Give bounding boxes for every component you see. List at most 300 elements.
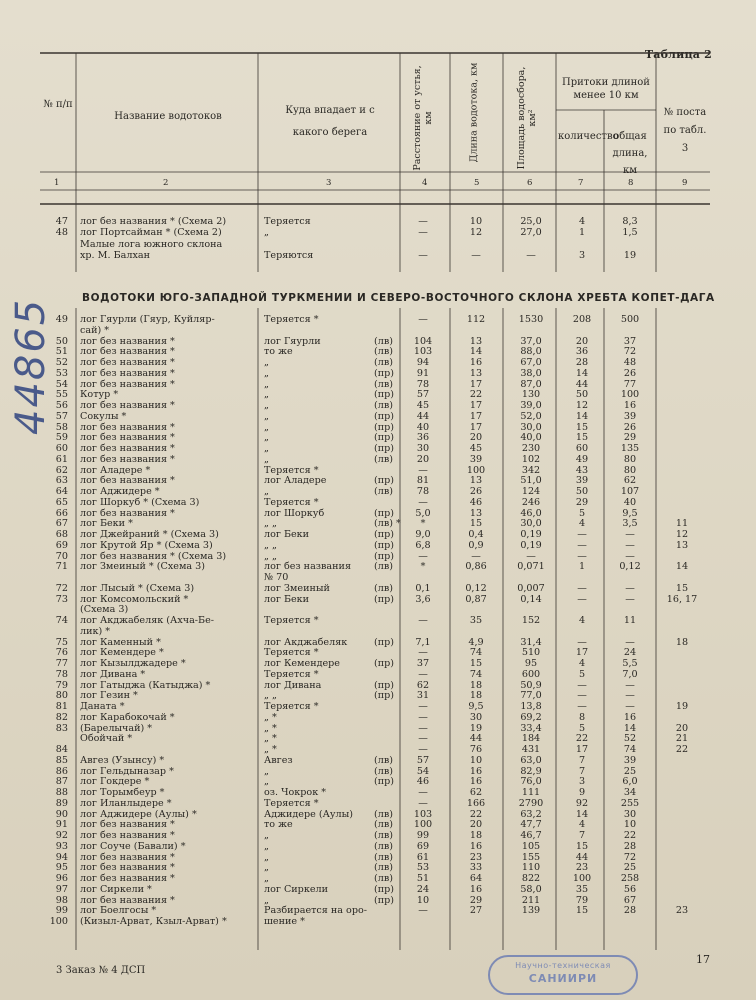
cell-length: 20 (469, 819, 483, 831)
cell-tributary-count: 5 (578, 722, 586, 734)
cell-row-number: 67 (55, 518, 68, 530)
cell-outflow-into: „ * (264, 722, 277, 734)
cell-tributary-length: 255 (620, 797, 640, 809)
cell-distance-from-mouth: — (418, 668, 428, 680)
cell-watercourse-name: лог Карабокочай * (80, 711, 175, 723)
cell-length: 0,4 (468, 529, 484, 540)
cell-row-number: 95 (55, 862, 68, 874)
header-tributaries: Притоки длиной менее 10 км (562, 77, 650, 101)
cell-tributary-count: 7 (578, 765, 586, 777)
cell-row-number: 90 (55, 808, 68, 820)
cell-bank-side: (лв) (374, 840, 393, 852)
column-number: 4 (422, 178, 428, 188)
column-number: 8 (628, 178, 634, 188)
cell-distance-from-mouth: — (418, 733, 428, 745)
cell-row-number: 80 (55, 690, 68, 702)
cell-length: 100 (466, 464, 486, 476)
cell-tributary-length: 30 (623, 808, 637, 820)
cell-length: 20 (469, 432, 483, 444)
cell-length: 46 (469, 496, 483, 508)
cell-distance-from-mouth: 45 (416, 400, 430, 411)
cell-length: 64 (469, 873, 483, 884)
cell-basin-area: 155 (521, 851, 541, 863)
cell-distance-from-mouth: 51 (416, 873, 430, 884)
cell-tributary-length: 6,0 (622, 776, 638, 788)
cell-row-number: 50 (55, 335, 68, 347)
cell-watercourse-name: лог Акджабеляк (Ахча-Бе- (80, 615, 214, 626)
cell-distance-from-mouth: * (420, 561, 426, 573)
cell-bank-side: (пр) (374, 776, 395, 788)
cell-watercourse-name: лог Иланлыдере * (80, 797, 172, 809)
cell-tributary-count: 44 (575, 378, 589, 390)
cell-watercourse-name: лог Комсомольский * (80, 593, 189, 605)
cell-post-number: 20 (675, 722, 689, 734)
cell-distance-from-mouth: 57 (416, 389, 430, 401)
cell-distance-from-mouth: 37 (416, 658, 430, 669)
cell-tributary-length: — (625, 679, 635, 691)
cell-watercourse-name: хр. М. Балхан (80, 249, 150, 261)
cell-watercourse-name: лог Соуче (Бавали) * (80, 840, 186, 852)
cell-basin-area: 95 (524, 658, 538, 669)
cell-tributary-length: 39 (623, 754, 637, 766)
cell-length: 30 (469, 711, 483, 723)
cell-tributary-length: — (625, 636, 635, 648)
cell-watercourse-name: лог без названия * (80, 894, 175, 906)
cell-post-number: 13 (675, 539, 689, 551)
cell-tributary-count: 8 (578, 711, 586, 723)
cell-distance-from-mouth: 99 (416, 830, 430, 841)
cell-distance-from-mouth: 53 (416, 862, 430, 874)
table-row (0, 216, 756, 228)
column-number: 6 (527, 178, 533, 188)
cell-outflow-into: „ (264, 443, 269, 454)
cell-tributary-count: 29 (575, 496, 589, 508)
cell-length: — (471, 249, 481, 261)
cell-length: — (471, 550, 481, 562)
cell-outflow-into: „ * (264, 733, 277, 745)
cell-basin-area: 58,0 (520, 883, 542, 895)
cell-basin-area: 82,9 (520, 765, 542, 777)
cell-tributary-length: 7,0 (622, 668, 638, 680)
cell-post-number: 11 (675, 518, 689, 530)
cell-outflow-into: „ (264, 776, 269, 788)
cell-tributary-length: 40 (623, 496, 637, 508)
cell-watercourse-name: лог Джейраний * (Схема 3) (80, 529, 219, 540)
cell-basin-area: 102 (521, 453, 541, 465)
cell-distance-from-mouth: 6,8 (415, 539, 431, 551)
cell-length: 22 (469, 808, 483, 820)
cell-tributary-length: 100 (620, 389, 640, 401)
cell-tributary-length: 25 (623, 765, 637, 777)
cell-row-number: 87 (55, 776, 68, 788)
cell-watercourse-name: лог без названия * (80, 453, 175, 465)
cell-distance-from-mouth: 62 (416, 679, 430, 691)
cell-row-number: 66 (55, 507, 68, 519)
header-post: № поста по табл. 3 (663, 107, 707, 154)
cell-watercourse-name: лог без названия * (80, 357, 175, 368)
cell-tributary-count: 23 (575, 862, 589, 874)
cell-tributary-length: 62 (623, 475, 637, 487)
cell-basin-area: 111 (521, 787, 541, 798)
cell-outflow-into: „ (264, 367, 269, 379)
cell-row-number: 99 (55, 905, 68, 917)
cell-tributary-count: 208 (572, 314, 592, 325)
cell-length: 17 (469, 421, 483, 433)
cell-tributary-count: 4 (578, 518, 586, 530)
cell-tributary-count: 9 (578, 787, 586, 798)
cell-outflow-into: лог Гяурли (264, 335, 321, 347)
cell-tributary-count: 14 (575, 808, 589, 820)
cell-length: 33 (469, 862, 483, 874)
cell-basin-area: — (526, 550, 536, 562)
cell-basin-area: 0,14 (520, 593, 542, 605)
cell-watercourse-name: лог без названия * (Схема 2) (80, 216, 227, 227)
cell-watercourse-name: лог без названия * (80, 367, 175, 379)
header-area: Площадь водосбора, км² (516, 66, 538, 170)
cell-bank-side: (пр) (374, 679, 395, 691)
cell-watercourse-name: Даната * (80, 701, 125, 712)
cell-outflow-into: „ (264, 389, 269, 401)
cell-watercourse-name: лог Лысый * (Схема 3) (80, 582, 195, 594)
cell-tributary-count: — (577, 701, 587, 712)
cell-length: 16 (469, 357, 483, 368)
cell-basin-area: 67,0 (520, 357, 542, 368)
cell-watercourse-name: Малые лога южного склона (80, 238, 223, 250)
cell-distance-from-mouth: 9,0 (415, 529, 431, 540)
cell-row-number: 61 (55, 453, 68, 465)
cell-post-number: 12 (675, 529, 689, 540)
cell-tributary-count: 4 (578, 819, 586, 831)
cell-watercourse-name: лог Беки * (80, 518, 133, 530)
cell-row-number: 84 (55, 744, 68, 755)
cell-outflow-into: „ * (264, 711, 277, 723)
cell-distance-from-mouth: — (418, 647, 428, 659)
cell-basin-area: 39,0 (520, 400, 542, 411)
cell-bank-side: (лв) (374, 561, 393, 573)
cell-distance-from-mouth: — (418, 216, 428, 227)
cell-tributary-length: 80 (623, 453, 637, 465)
cell-basin-area: 38,0 (520, 367, 542, 379)
cell-row-number: 79 (55, 679, 68, 691)
cell-outflow-into: „ (264, 357, 269, 368)
cell-distance-from-mouth: 54 (416, 765, 430, 777)
cell-length: 4,9 (468, 636, 484, 648)
cell-watercourse-name: лог Дивана * (80, 668, 146, 680)
cell-outflow-into: лог Дивана (264, 679, 322, 691)
cell-outflow-into: Теряется * (264, 496, 319, 508)
cell-length: 16 (469, 776, 483, 788)
cell-distance-from-mouth: 100 (413, 819, 433, 831)
cell-watercourse-name: лик) * (80, 625, 111, 637)
cell-basin-area: 63,0 (520, 754, 542, 766)
cell-length: 13 (469, 335, 483, 347)
column-number: 7 (578, 178, 584, 188)
cell-tributary-length: 3,5 (622, 518, 638, 530)
cell-distance-from-mouth: 91 (416, 367, 430, 379)
cell-row-number: 81 (55, 701, 68, 712)
cell-outflow-into: „ (264, 227, 269, 239)
cell-row-number: 75 (55, 636, 68, 648)
cell-outflow-into: Разбирается на оро- (264, 905, 367, 917)
cell-watercourse-name: (Кизыл-Арват, Кзыл-Арват) * (80, 916, 227, 927)
cell-bank-side: (лв) (374, 754, 393, 766)
cell-basin-area: 27,0 (520, 227, 542, 239)
cell-post-number: 23 (675, 905, 689, 917)
cell-bank-side: (лв) (374, 453, 393, 465)
cell-row-number: 73 (55, 593, 68, 605)
cell-length: 18 (469, 830, 483, 841)
cell-outflow-into: то же (264, 819, 293, 831)
header-count: количество (558, 131, 619, 142)
cell-tributary-count: 3 (578, 249, 586, 261)
cell-tributary-count: — (577, 582, 587, 594)
cell-bank-side: (лв) (374, 400, 393, 411)
cell-tributary-length: — (625, 582, 635, 594)
cell-watercourse-name: лог Гельдыназар * (80, 765, 174, 777)
header-distance: Расстояние от устья, км (412, 65, 434, 171)
cell-tributary-length: 26 (623, 367, 637, 379)
cell-tributary-length: — (625, 529, 635, 540)
cell-row-number: 78 (55, 668, 68, 680)
cell-basin-area: 37,0 (520, 335, 542, 347)
cell-basin-area: 31,4 (520, 636, 542, 648)
cell-watercourse-name: лог Кызылджадере * (80, 658, 186, 669)
cell-post-number: 18 (675, 636, 689, 648)
cell-outflow-into: лог Акджабеляк (264, 636, 348, 648)
cell-watercourse-name: лог Торымбеур * (80, 787, 165, 798)
cell-row-number: 98 (55, 894, 68, 906)
cell-bank-side: (лв) (374, 873, 393, 884)
cell-basin-area: 13,8 (520, 701, 542, 712)
cell-watercourse-name: лог Аладере * (80, 464, 151, 476)
cell-distance-from-mouth: 78 (416, 378, 430, 390)
cell-tributary-length: 28 (623, 840, 637, 852)
cell-bank-side: (пр) (374, 529, 395, 540)
cell-basin-area: 46,7 (520, 830, 542, 841)
cell-distance-from-mouth: 31 (416, 690, 430, 702)
cell-outflow-into: „ (264, 410, 269, 422)
cell-bank-side: (лв) (374, 862, 393, 874)
cell-watercourse-name: (Барелычай) * (80, 722, 153, 734)
cell-length: 27 (469, 905, 483, 917)
cell-tributary-count: — (577, 679, 587, 691)
cell-tributary-count: 22 (575, 733, 589, 745)
cell-length: 9,5 (468, 701, 484, 712)
cell-watercourse-name: лог Сиркели * (80, 883, 152, 895)
cell-row-number: 83 (55, 722, 68, 734)
cell-outflow-into: „ (264, 830, 269, 841)
cell-basin-area: 0,19 (520, 539, 542, 551)
cell-basin-area: 51,0 (520, 475, 542, 487)
cell-distance-from-mouth: 36 (416, 432, 430, 444)
cell-length: 62 (469, 787, 483, 798)
cell-tributary-count: 7 (578, 754, 586, 766)
cell-bank-side: (пр) (374, 658, 395, 669)
cell-row-number: 74 (55, 615, 68, 626)
cell-tributary-length: 16 (623, 400, 637, 411)
cell-outflow-into: оз. Чокрок * (264, 787, 327, 798)
cell-basin-area: 510 (521, 647, 541, 659)
cell-tributary-length: 34 (623, 787, 637, 798)
cell-basin-area: 105 (521, 840, 541, 852)
cell-watercourse-name: лог Аджидере (Аулы) * (80, 808, 197, 820)
cell-tributary-count: 14 (575, 410, 589, 422)
cell-tributary-length: 67 (623, 894, 637, 906)
cell-outflow-into: лог Аладере (264, 475, 327, 487)
cell-tributary-length: — (625, 690, 635, 702)
cell-tributary-count: 15 (575, 905, 589, 917)
cell-tributary-length: 74 (623, 744, 637, 755)
cell-row-number: 63 (55, 475, 68, 487)
cell-watercourse-name: лог без названия * (80, 830, 175, 841)
cell-row-number: 53 (55, 367, 68, 379)
cell-tributary-count: 79 (575, 894, 589, 906)
cell-bank-side: (лв) (374, 357, 393, 368)
cell-outflow-into: лог Беки (264, 593, 310, 605)
cell-tributary-length: — (625, 593, 635, 605)
cell-length: 44 (469, 733, 483, 745)
cell-outflow-into: Аджидере (Аулы) (264, 808, 353, 820)
cell-distance-from-mouth: 24 (416, 883, 430, 895)
cell-outflow-into: лог Кемендере (264, 658, 340, 669)
cell-outflow-into: Теряется * (264, 647, 319, 659)
cell-tributary-count: 5 (578, 668, 586, 680)
column-number: 2 (163, 178, 169, 188)
cell-bank-side: (лв) (374, 765, 393, 777)
cell-outflow-into: „ (264, 378, 269, 390)
cell-tributary-count: 36 (575, 346, 589, 358)
cell-tributary-count: — (577, 529, 587, 540)
cell-distance-from-mouth: — (418, 314, 428, 325)
cell-basin-area: 40,0 (520, 432, 542, 444)
cell-outflow-into: Теряется * (264, 314, 319, 325)
cell-outflow-into: Теряется * (264, 464, 319, 476)
cell-basin-area: 46,0 (520, 507, 542, 519)
cell-tributary-count: 28 (575, 357, 589, 368)
cell-row-number: 58 (55, 421, 68, 433)
cell-watercourse-name: лог без названия * (Схема 3) (80, 550, 227, 562)
cell-tributary-count: 4 (578, 615, 586, 626)
cell-row-number: 91 (55, 819, 68, 831)
cell-tributary-length: 25 (623, 862, 637, 874)
cell-bank-side: (пр) (374, 475, 395, 487)
cell-tributary-count: 15 (575, 421, 589, 433)
header-where: Куда впадает и с какого берега (285, 105, 375, 138)
cell-watercourse-name: лог Гезин * (80, 690, 138, 702)
cell-watercourse-name: лог Каменный * (80, 636, 161, 648)
column-number: 5 (474, 178, 480, 188)
cell-tributary-count: 7 (578, 830, 586, 841)
cell-bank-side: (лв) (374, 830, 393, 841)
cell-tributary-length: 29 (623, 432, 637, 444)
handwritten-inventory-number: 44865 (8, 297, 54, 435)
cell-basin-area: 0,19 (520, 529, 542, 540)
header-name: Название водотоков (114, 111, 222, 122)
cell-tributary-count: 43 (575, 464, 589, 476)
cell-bank-side: (пр) (374, 593, 395, 605)
cell-row-number: 56 (55, 400, 68, 411)
cell-watercourse-name: (Схема 3) (80, 604, 129, 616)
cell-tributary-count: — (577, 690, 587, 702)
cell-tributary-count: 39 (575, 475, 589, 487)
cell-length: 45 (469, 443, 483, 454)
cell-row-number: 92 (55, 830, 68, 841)
cell-distance-from-mouth: 30 (416, 443, 430, 454)
cell-outflow-into: Теряется * (264, 615, 319, 626)
cell-row-number: 76 (55, 647, 68, 659)
cell-watercourse-name: сай) * (80, 324, 110, 336)
cell-basin-area: 184 (521, 733, 541, 745)
cell-length: 19 (469, 722, 483, 734)
cell-post-number: 19 (675, 701, 689, 712)
cell-bank-side: (лв) (374, 486, 393, 497)
cell-outflow-into: Теряется * (264, 797, 319, 809)
cell-tributary-length: 135 (620, 443, 640, 454)
stamp-line-2: САНИИРИ (528, 972, 598, 985)
cell-length: 74 (469, 647, 483, 659)
cell-basin-area: 431 (521, 744, 541, 755)
cell-tributary-length: 11 (623, 615, 637, 626)
cell-bank-side: (пр) (374, 421, 395, 433)
library-stamp (488, 955, 638, 995)
cell-bank-side: (лв) (374, 378, 393, 390)
cell-outflow-into: „ (264, 894, 269, 906)
cell-bank-side: (лв) (374, 851, 393, 863)
cell-tributary-length: 39 (623, 410, 637, 422)
cell-distance-from-mouth: 103 (413, 808, 433, 820)
cell-row-number: 54 (55, 378, 68, 390)
cell-row-number: 64 (55, 486, 68, 497)
cell-outflow-into: шение * (264, 916, 305, 927)
cell-distance-from-mouth: 57 (416, 754, 430, 766)
cell-outflow-into: № 70 (264, 572, 289, 583)
cell-tributary-length: 10 (623, 819, 637, 831)
cell-post-number: 16, 17 (666, 593, 698, 605)
cell-basin-area: 0,071 (517, 561, 545, 573)
cell-basin-area: 77,0 (520, 690, 542, 702)
cell-length: 17 (469, 378, 483, 390)
cell-watercourse-name: Котур * (80, 389, 119, 401)
cell-basin-area: 230 (521, 443, 541, 454)
cell-distance-from-mouth: 40 (416, 421, 430, 433)
cell-tributary-count: — (577, 593, 587, 605)
cell-basin-area: 0,007 (517, 582, 545, 594)
cell-watercourse-name: лог без названия * (80, 346, 175, 358)
cell-bank-side: (лв) (374, 346, 393, 358)
cell-tributary-length: 5,5 (622, 658, 638, 669)
cell-tributary-length: 14 (623, 722, 637, 734)
cell-length: 0,9 (468, 539, 484, 551)
cell-distance-from-mouth: — (418, 711, 428, 723)
cell-distance-from-mouth: — (418, 249, 428, 261)
cell-tributary-count: — (577, 636, 587, 648)
cell-length: 0,86 (465, 561, 487, 573)
cell-basin-area: 88,0 (520, 346, 542, 358)
cell-watercourse-name: лог Кемендере * (80, 647, 164, 659)
cell-outflow-into: лог Беки (264, 529, 310, 540)
cell-distance-from-mouth: — (418, 744, 428, 755)
cell-post-number: 15 (675, 582, 689, 594)
cell-distance-from-mouth: — (418, 797, 428, 809)
cell-watercourse-name: лог Гокдере * (80, 776, 150, 788)
cell-watercourse-name: лог без названия * (80, 335, 175, 347)
cell-tributary-count: 50 (575, 486, 589, 497)
cell-distance-from-mouth: 7,1 (415, 636, 431, 648)
cell-basin-area: 25,0 (520, 216, 542, 227)
cell-outflow-into: „ (264, 873, 269, 884)
cell-outflow-into: „ „ (264, 550, 277, 562)
cell-basin-area: 211 (521, 894, 541, 906)
